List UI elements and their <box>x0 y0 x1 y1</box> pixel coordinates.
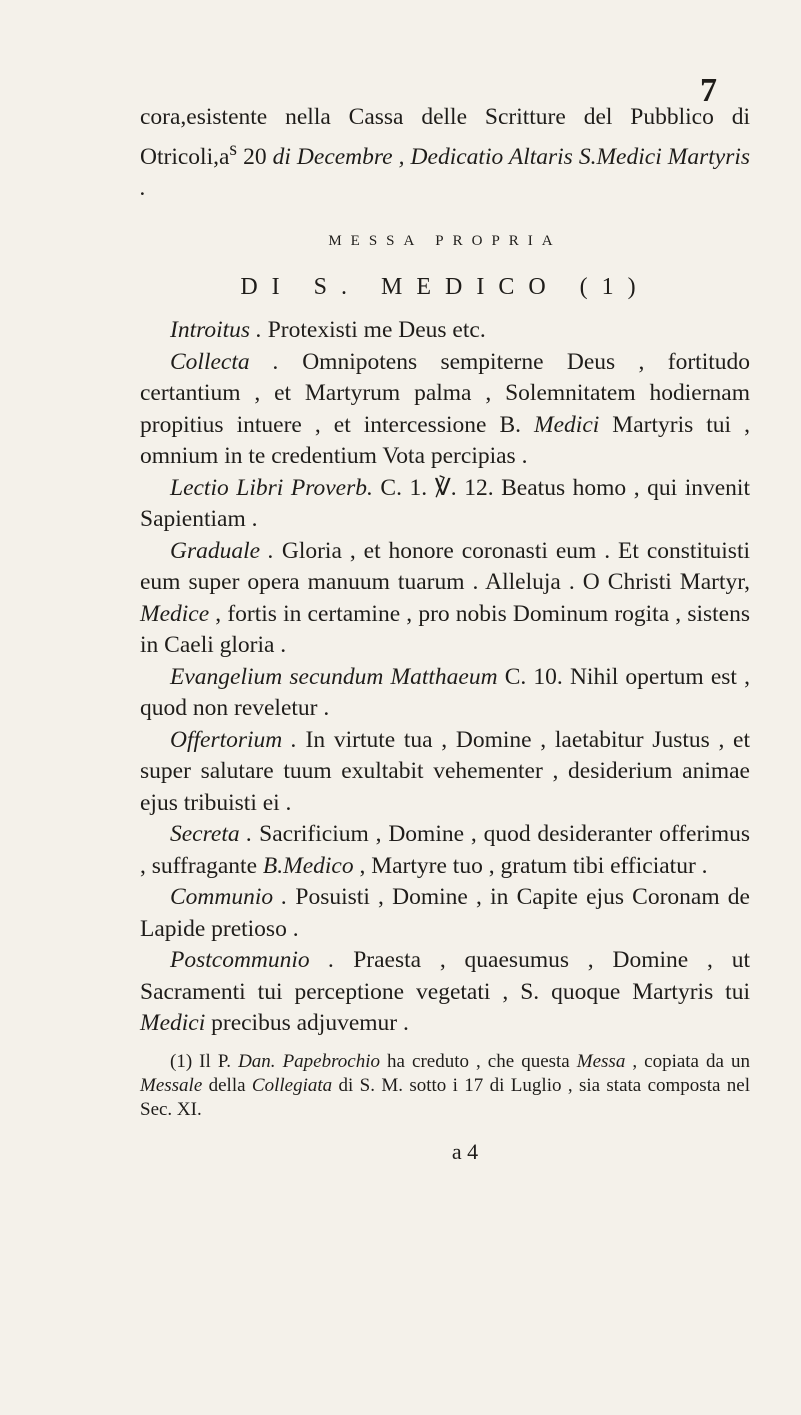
footnote-text: della <box>202 1074 252 1096</box>
page-number: 7 <box>700 72 717 109</box>
footnote-term: Collegiata <box>251 1074 333 1096</box>
mass-section <box>140 662 750 725</box>
intro-date: 20 <box>237 143 273 170</box>
footnote-author: Dan. Papebrochio <box>238 1050 381 1072</box>
footnote-term: Messa <box>576 1050 626 1072</box>
section-label: Collecta . <box>170 348 279 375</box>
messa-heading: MESSA PROPRIA <box>328 233 562 250</box>
intro-text: cora,esistente nella Cassa delle Scritture del Pubblico di Otricoli,a <box>140 104 750 170</box>
section-label: Offertorium . <box>170 726 297 753</box>
intro-dedication: di Decembre , Dedicatio Altaris S.Medici Martyris . <box>140 143 751 201</box>
section-text: In virtute tua , Domine , laetabitur Justus , et super salutare tuum exultabit vehementer , desiderium animae ejus tribuisti ei . <box>140 726 750 816</box>
footnote-text: di S. M. sotto i 17 di Luglio , sia stata composta nel Sec. XI. <box>140 1074 750 1120</box>
mass-section <box>140 882 750 945</box>
mass-section <box>140 945 750 1040</box>
footnote-term: Messale <box>140 1074 203 1096</box>
section-text: Praesta , quaesumus , Domine , ut Sacramenti tui perceptione vegetati , S. quoque Martyris tui <box>140 947 750 1005</box>
mass-section <box>140 347 750 473</box>
footnote <box>140 1050 750 1122</box>
intro-superscript: s <box>229 138 238 160</box>
saint-heading: DI S. MEDICO (1) <box>240 273 650 300</box>
section-label: Graduale . <box>170 537 274 564</box>
section-name: Medice <box>140 600 210 627</box>
section-label: Communio . <box>170 884 288 911</box>
section-text: Omnipotens sempiterne Deus , fortitudo certantium , et Martyrum palma , Solemnitatem hodiernam propitius intuere , et intercessione B. <box>140 348 750 438</box>
section-text: C. 1. ℣. 12. Beatus homo , qui invenit Sapientiam . <box>140 474 750 533</box>
footnote-text: (1) Il P. <box>170 1050 239 1072</box>
section-label: Introitus . <box>170 317 262 344</box>
page-text <box>140 102 750 1167</box>
section-text: Gloria , et honore coronasti eum . Et constituisti eum super opera manuum tuarum . Alleluja . O Christi Martyr, <box>140 537 751 596</box>
section-label: Evangelium secundum Matthaeum <box>170 663 498 690</box>
section-text: , fortis in certamine , pro nobis Dominum rogita , sistens in Caeli gloria . <box>140 600 750 659</box>
section-text: Martyris tui , omnium in te credentium Vota percipias . <box>140 411 750 470</box>
mass-section <box>140 536 750 662</box>
mass-section <box>140 473 750 536</box>
footnote-text: , copiata da un <box>625 1050 750 1072</box>
section-name: Medici <box>534 411 600 438</box>
mass-section <box>140 725 750 820</box>
section-text: C. 10. Nihil opertum est , quod non reveletur . <box>140 663 750 722</box>
section-text: Protexisti me Deus etc. <box>261 317 486 344</box>
section-label: Secreta . <box>170 821 253 848</box>
section-name: Medici <box>140 1010 206 1037</box>
mass-section <box>140 819 750 882</box>
section-text: Sacrificium , Domine , quod desideranter offerimus , suffragante <box>140 821 751 879</box>
mass-sections <box>140 315 750 1040</box>
section-text: Posuisti , Domine , in Capite ejus Coronam de Lapide pretioso . <box>140 884 750 942</box>
section-text: , Martyre tuo , gratum tibi efficiatur . <box>353 852 708 879</box>
signature-mark: a 4 <box>451 1138 479 1164</box>
intro-paragraph <box>140 102 750 204</box>
section-label: Lectio Libri Proverb. <box>170 474 373 501</box>
mass-section <box>140 315 750 347</box>
section-label: Postcommunio . <box>170 947 335 974</box>
section-text: precibus adjuvemur . <box>205 1010 409 1037</box>
footnote-text: ha creduto , che questa <box>380 1050 577 1072</box>
section-name: B.Medico <box>262 852 354 879</box>
